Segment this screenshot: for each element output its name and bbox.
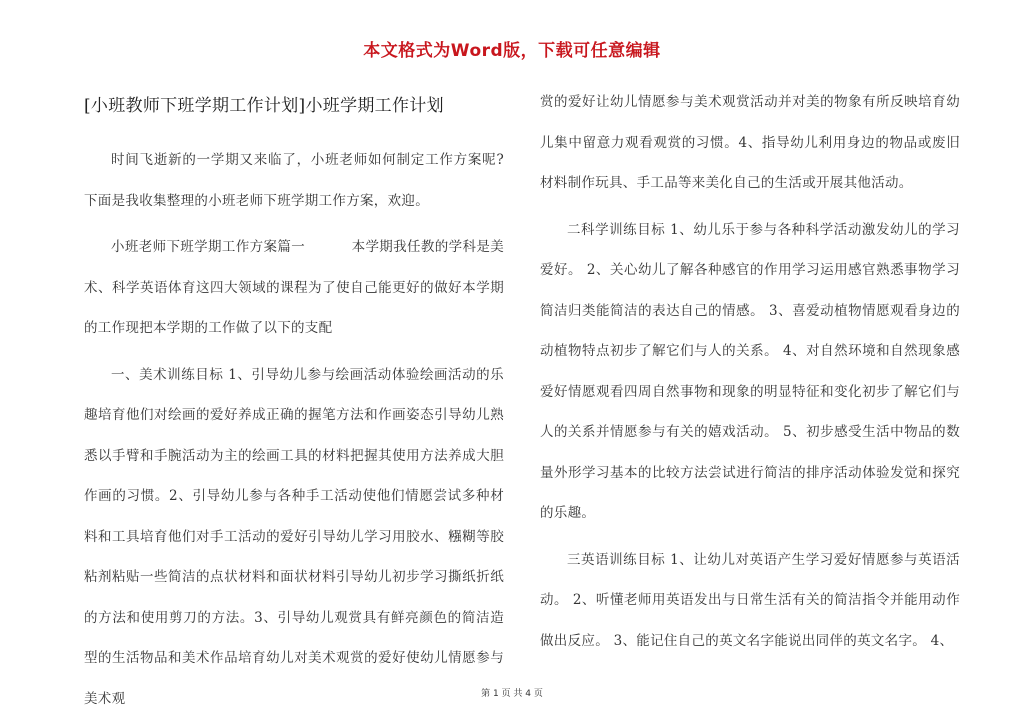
english-goals-paragraph: 三英语训练目标 1、让幼儿对英语产生学习爱好情愿参与英语活动。 2、听懂老师用英语发出与日常生活有关的简洁指令并能用动作做出反应。 3、能记住自己的英文名字能说出同伴的英文名字。 4、 <box>540 551 960 649</box>
left-column <box>84 82 504 719</box>
science-goals-paragraph: 二科学训练目标 1、幼儿乐于参与各种科学活动激发幼儿的学习爱好。 2、关心幼儿了解各种感官的作用学习运用感官熟悉事物学习简洁归类能简洁的表达自己的情感。 3、喜爱动植物情愿观看身边的动植物特点初步了解它们与人的关系。 4、对自然环境和自然现象感爱好情愿观看四周自然事物和现象的明显特征和变化初步了解它们与人的关系并情愿参与有关的嬉戏活动。 5、初步感受生活中物品的数量外形学习基本的比较方法尝试进行简洁的排序活动体验发觉和探究的乐趣。 <box>540 221 960 521</box>
plan-intro-paragraph: 小班老师下班学期工作方案篇一 本学期我任教的学科是美术、科学英语体育这四大领域的课程为了使自己能更好的做好本学期的工作现把本学期的工作做了以下的支配 <box>84 239 504 336</box>
art-goals-paragraph: 一、美术训练目标 1、引导幼儿参与绘画活动体验绘画活动的乐趣培育他们对绘画的爱好养成正确的握笔方法和作画姿态引导幼儿熟悉以手臂和手腕活动为主的绘画工具的材料把握其使用方法养成大胆作画的习惯。2、引导幼儿参与各种手工活动使他们情愿尝试多种材料和工具培育他们对手工活动的爱好引导幼儿学习用胶水、糨糊等胶粘剂粘贴一些简洁的点状材料和面状材料引导幼儿初步学习撕纸折纸的方法和使用剪刀的方法。3、引导幼儿观赏具有鲜亮颜色的简洁造型的生活物品和美术作品培育幼儿对美术观赏的爱好使幼儿情愿参与美术观 <box>84 366 504 707</box>
download-banner: 本文格式为Word版，下载可任意编辑 <box>363 41 661 61</box>
art-goals-continued-paragraph: 赏的爱好让幼儿情愿参与美术观赏活动并对美的物象有所反映培育幼儿集中留意力观看观赏的习惯。4、指导幼儿利用身边的物品或废旧材料制作玩具、手工品等来美化自己的生活或开展其他活动。 <box>540 94 960 191</box>
intro-paragraph: 时间飞逝新的一学期又来临了，小班老师如何制定工作方案呢?下面是我收集整理的小班老师下班学期工作方案，欢迎。 <box>84 152 504 209</box>
right-column <box>540 82 960 661</box>
page-number-footer: 第 1 页 共 4 页 <box>481 689 543 699</box>
document-title: [小班教师下班学期工作计划]小班学期工作计划 <box>84 96 444 116</box>
